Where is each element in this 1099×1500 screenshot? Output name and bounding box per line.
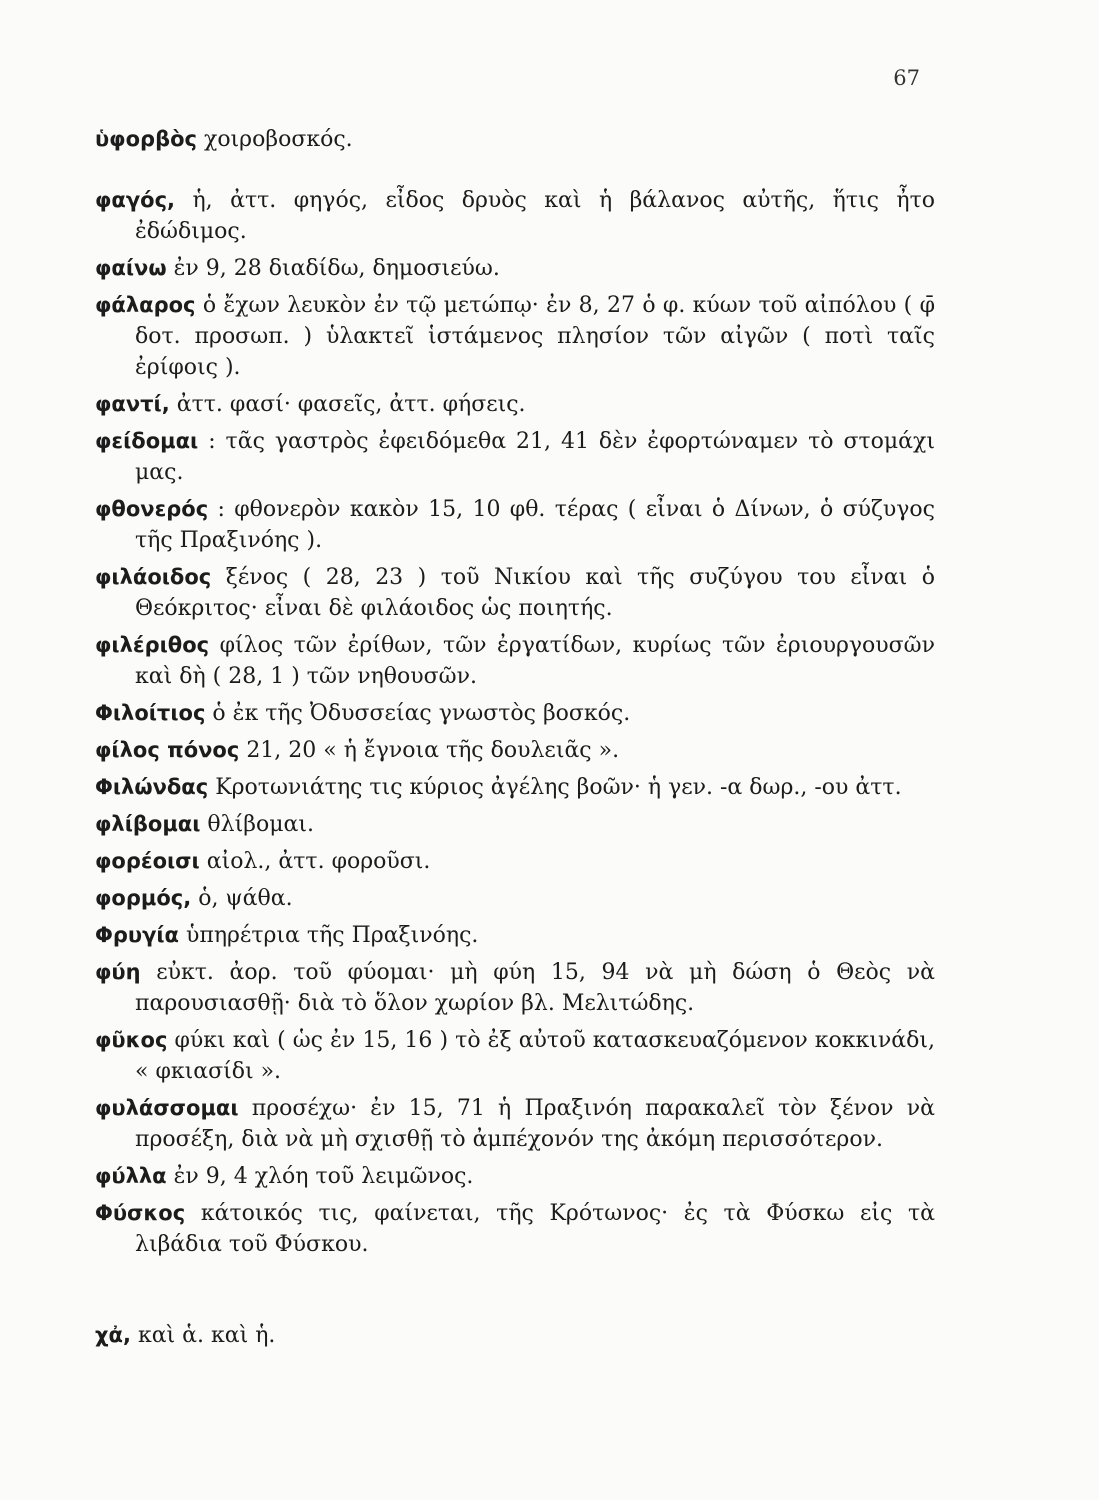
entry-definition: ἐν 9, 28 διαδίδω, δημοσιεύω. <box>173 256 500 281</box>
glossary-entries <box>95 124 935 1357</box>
entry-definition: ξένος ( 28, 23 ) τοῦ Νικίου καὶ τῆς συζύγου του εἶναι ὁ Θεόκριτος· εἶναι δὲ φιλάοιδος ὡς ποιητής. <box>135 565 935 621</box>
entry-headword: φύη <box>95 960 141 984</box>
glossary-entry <box>95 735 935 766</box>
entry-definition: καὶ ἁ. καὶ ἡ. <box>137 1323 276 1348</box>
entry-definition: ἀττ. φασί· φασεῖς, ἀττ. φήσεις. <box>176 392 526 417</box>
entry-headword: φυλάσσομαι <box>95 1096 239 1120</box>
glossary-entry <box>95 1093 935 1155</box>
glossary-entry <box>95 290 935 383</box>
glossary-entry <box>95 698 935 729</box>
entry-headword: φλίβομαι <box>95 812 201 836</box>
entry-definition: 21, 20 « ἡ ἔγνοια τῆς δουλειᾶς ». <box>246 738 620 763</box>
entry-definition: ὁ ἐκ τῆς Ὀδυσσείας γνωστὸς βοσκός. <box>212 701 631 726</box>
glossary-entry <box>95 883 935 914</box>
glossary-entry <box>95 630 935 692</box>
entry-headword: φαίνω <box>95 256 167 280</box>
entry-headword: Φιλοίτιος <box>95 701 206 725</box>
entry-definition: κάτοικός τις, φαίνεται, τῆς Κρότωνος· ἐς τὰ Φύσκω εἰς τὰ λιβάδια τοῦ Φύσκου. <box>135 1201 936 1257</box>
entry-definition: φίλος τῶν ἐρίθων, τῶν ἐργατίδων, κυρίως τῶν ἐριουργουσῶν καὶ δὴ ( 28, 1 ) τῶν νηθουσῶν. <box>135 633 935 689</box>
entry-definition: : τᾶς γαστρὸς ἐφειδόμεθα 21, 41 δὲν ἐφορτώναμεν τὸ στομάχι μας. <box>135 429 935 485</box>
entry-definition: ἡ, ἀττ. φηγός, εἶδος δρυὸς καὶ ἡ βάλανος αὐτῆς, ἥτις ἦτο ἐδώδιμος. <box>135 188 935 244</box>
entry-headword: φαντί, <box>95 392 170 416</box>
entry-definition: χοιροβοσκός. <box>203 127 353 152</box>
glossary-entry <box>95 1025 935 1087</box>
entry-headword: φιλέριθος <box>95 633 210 657</box>
glossary-entry <box>95 1198 935 1260</box>
entry-headword: φορέοισι <box>95 849 200 873</box>
entry-definition: εὐκτ. ἀορ. τοῦ φύομαι· μὴ φύη 15, 94 νὰ μὴ δώση ὁ Θεὸς νὰ παρουσιασθῇ· διὰ τὸ ὅλον χωρίον βλ. Μελιτώδης. <box>135 960 935 1016</box>
glossary-entry <box>95 562 935 624</box>
glossary-entry <box>95 846 935 877</box>
entry-definition: ἐν 9, 4 χλόη τοῦ λειμῶνος. <box>173 1164 474 1189</box>
glossary-entry <box>95 426 935 488</box>
entry-headword: φῦκος <box>95 1028 168 1052</box>
entry-definition: ὁ, ψάθα. <box>198 886 293 911</box>
glossary-entry <box>95 809 935 840</box>
entry-headword: φίλος πόνος <box>95 738 240 762</box>
entry-headword: φείδομαι <box>95 429 199 453</box>
glossary-entry <box>95 124 935 155</box>
glossary-entry <box>95 772 935 803</box>
glossary-entry <box>95 920 935 951</box>
entry-definition: φύκι καὶ ( ὡς ἐν 15, 16 ) τὸ ἐξ αὐτοῦ κατασκευαζόμενον κοκκινάδι, « φκιασίδι ». <box>135 1028 935 1084</box>
glossary-entry <box>95 1161 935 1192</box>
glossary-entry <box>95 389 935 420</box>
entry-headword: χἀ, <box>95 1323 131 1347</box>
entry-definition: Κροτωνιάτης τις κύριος ἀγέλης βοῶν· ἡ γεν. -α δωρ., -ου ἀττ. <box>215 775 902 800</box>
glossary-entry <box>95 185 935 247</box>
entry-headword: φιλάοιδος <box>95 565 212 589</box>
entry-headword: φορμός, <box>95 886 192 910</box>
entry-headword: ὑφορβὸς <box>95 127 197 151</box>
entry-definition: προσέχω· ἐν 15, 71 ἡ Πραξινόη παρακαλεῖ τὸν ξένον νὰ προσέξη, διὰ νὰ μὴ σχισθῇ τὸ ἀμπέχονόν της ἀκόμη περισσότερον. <box>135 1096 935 1152</box>
entry-headword: φθονερός <box>95 497 209 521</box>
entry-headword: Φρυγία <box>95 923 179 947</box>
entry-definition: αἰολ., ἀττ. φοροῦσι. <box>206 849 431 874</box>
entry-definition: : φθονερὸν κακὸν 15, 10 φθ. τέρας ( εἶναι ὁ Δίνων, ὁ σύζυγος τῆς Πραξινόης ). <box>135 497 935 553</box>
entry-headword: Φύσκος <box>95 1201 186 1225</box>
entry-headword: φάλαρος <box>95 293 196 317</box>
entry-headword: φαγός, <box>95 188 176 212</box>
entry-headword: Φιλώνδας <box>95 775 209 799</box>
glossary-entry <box>95 1320 935 1351</box>
page-number: 67 <box>893 66 920 90</box>
glossary-entry <box>95 494 935 556</box>
entry-definition: ὑπηρέτρια τῆς Πραξινόης. <box>185 923 479 948</box>
glossary-entry <box>95 253 935 284</box>
glossary-entry <box>95 957 935 1019</box>
entry-definition: θλίβομαι. <box>207 812 314 837</box>
entry-definition: ὁ ἔχων λευκὸν ἐν τῷ μετώπῳ· ἐν 8, 27 ὁ φ. κύων τοῦ αἰπόλου ( φ̄ δοτ. προσωπ. ) ὑλακτεῖ ἱστάμενος πλησίον τῶν αἰγῶν ( ποτὶ ταῖς ἐρίφοις ). <box>135 293 935 380</box>
entry-headword: φύλλα <box>95 1164 167 1188</box>
